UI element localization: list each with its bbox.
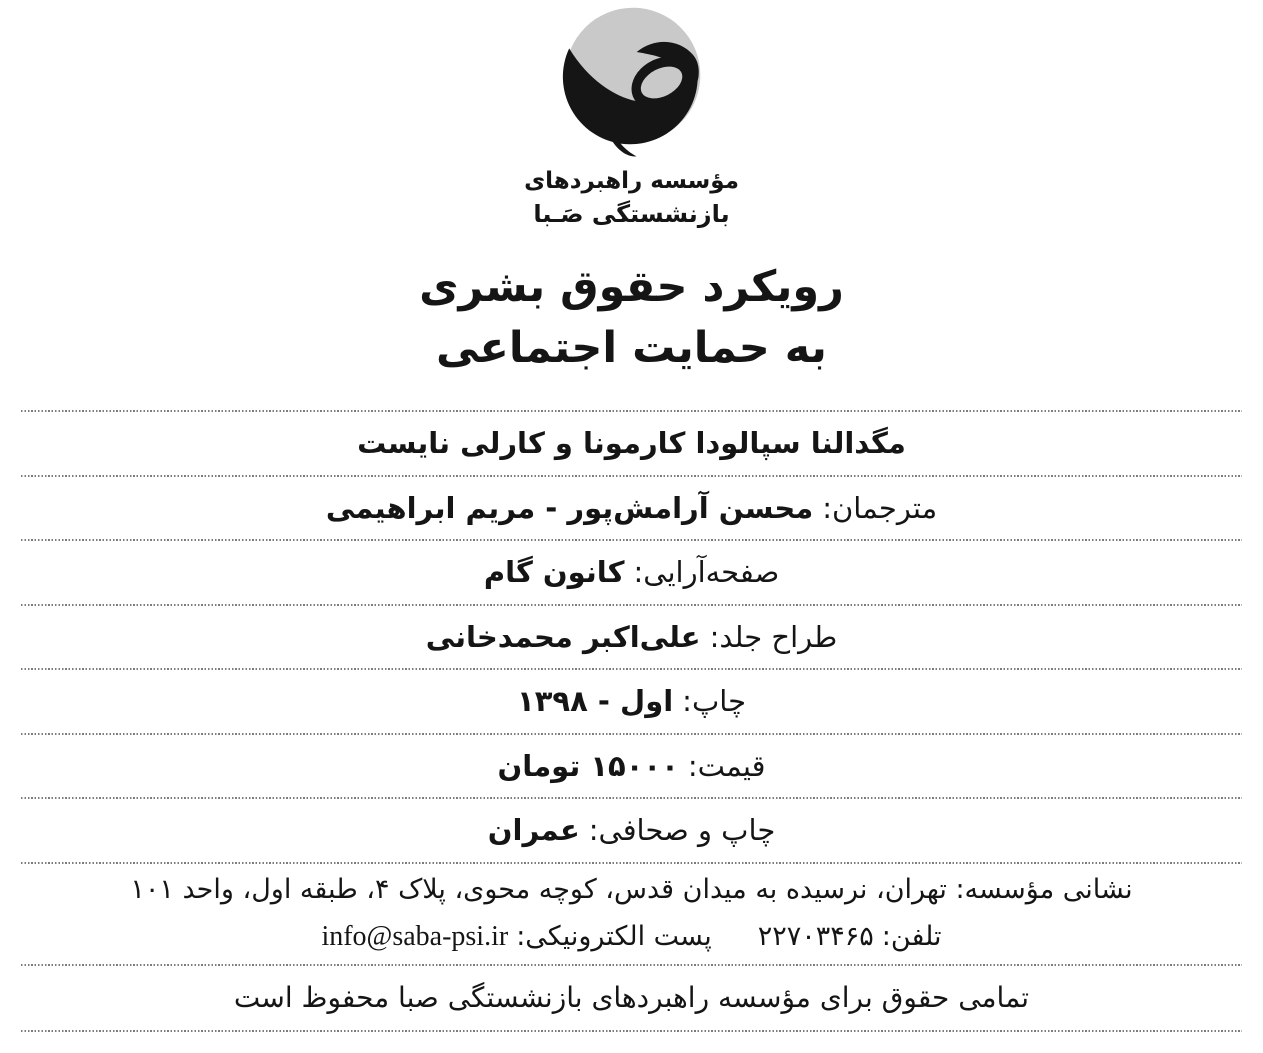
binding-value: عمران [487, 813, 580, 848]
author-row [0, 412, 1263, 475]
email-label: پست الکترونیکی: [516, 921, 712, 952]
book-title [0, 257, 1263, 379]
masthead [0, 0, 1263, 231]
edition-value: اول - ۱۳۹۸ [517, 684, 674, 719]
phone-email-line [0, 915, 1263, 959]
price-value: ۱۵۰۰۰ تومان [497, 748, 679, 783]
translators-row [0, 477, 1263, 540]
translators-value: محسن آرامش‌پور - مریم ابراهیمی [325, 490, 814, 525]
edition-label: چاپ: [682, 684, 747, 719]
cover-designer-row [0, 606, 1263, 669]
org-name-line1: مؤسسه راهبردهای [524, 168, 739, 194]
phone-pair [758, 915, 942, 959]
book-title-line1: رویکرد حقوق بشری [419, 262, 844, 312]
email-pair [321, 915, 711, 959]
phone-value: ۲۲۷۰۳۴۶۵ [757, 921, 874, 952]
dotted-divider [21, 1030, 1242, 1032]
org-name-line2: بازنشستگی صَـبا [533, 200, 730, 228]
book-title-line2: به حمایت اجتماعی [436, 323, 827, 373]
page-layout-label: صفحه‌آرایی: [633, 555, 780, 590]
page-layout-row [0, 541, 1263, 604]
price-row [0, 735, 1263, 798]
copyright-text: تمامی حقوق برای مؤسسه راهبردهای بازنشستگی صبا محفوظ است [233, 981, 1030, 1014]
address-line: نشانی مؤسسه: تهران، نرسیده به میدان قدس، کوچه محوی، پلاک ۴، طبقه اول، واحد ۱۰۱ [130, 874, 1133, 905]
phone-label: تلفن: [881, 921, 942, 952]
cover-designer-label: طراح جلد: [709, 619, 838, 654]
credits-section [0, 410, 1263, 1032]
edition-row [0, 670, 1263, 733]
cover-designer-value: علی‌اکبر محمدخانی [425, 619, 701, 654]
page-layout-value: کانون گام [483, 555, 625, 590]
author-name: مگدالنا سپالودا کارمونا و کارلی نایست [357, 426, 906, 461]
binding-label: چاپ و صحافی: [588, 813, 776, 848]
translators-label: مترجمان: [822, 490, 938, 525]
saba-logo-icon [557, 4, 707, 161]
contact-block [0, 864, 1263, 964]
email-value: info@saba-psi.ir [321, 921, 509, 952]
price-label: قیمت: [687, 748, 766, 783]
binding-row [0, 799, 1263, 862]
copyright-row [0, 966, 1263, 1030]
